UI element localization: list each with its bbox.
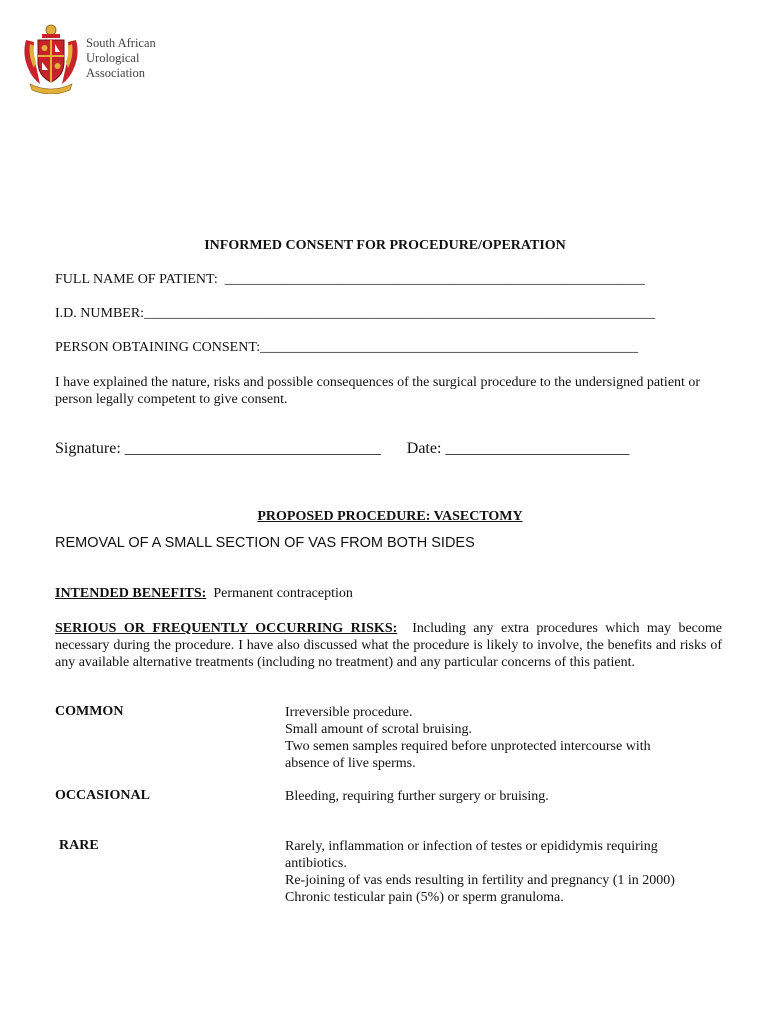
id-number-field[interactable] xyxy=(55,306,655,322)
signature-line[interactable]: ________________________________ xyxy=(124,440,381,457)
patient-name-label: FULL NAME OF PATIENT: xyxy=(55,272,225,287)
id-number-label: I.D. NUMBER: xyxy=(55,306,145,321)
association-name-line1: South African xyxy=(86,36,156,50)
procedure-description: REMOVAL OF A SMALL SECTION OF VAS FROM BOTH SIDES xyxy=(55,535,475,551)
risks-intro: Including any extra procedures which may become necessary during the procedure. I have also discussed what the procedure is likely to involve, the benefits and risks of any available alternative treatments (including no treatment) and any particular concerns of this patient. xyxy=(55,621,722,670)
explanation-paragraph: I have explained the nature, risks and possible consequences of the surgical procedure to the undersigned patient or person legally competent to give consent. xyxy=(55,375,701,407)
intended-benefits xyxy=(55,586,353,602)
procedure-heading: PROPOSED PROCEDURE: VASECTOMY xyxy=(257,509,523,524)
rare-risk-item: antibiotics. xyxy=(285,856,347,871)
consenter-field[interactable] xyxy=(55,340,638,356)
rare-risk-item: Rarely, inflammation or infection of testes or epididymis requiring xyxy=(285,839,658,854)
consenter-label: PERSON OBTAINING CONSENT: xyxy=(55,340,261,355)
occasional-risk-item: Bleeding, requiring further surgery or bruising. xyxy=(285,789,549,804)
occasional-risk-label: OCCASIONAL xyxy=(55,788,150,803)
common-risk-item: Small amount of scrotal bruising. xyxy=(285,722,473,737)
occasional-risk-list xyxy=(285,788,730,805)
common-risk-label: COMMON xyxy=(55,704,124,719)
common-risk-item: Irreversible procedure. xyxy=(285,705,413,720)
patient-name-line[interactable]: ____________________________________________________________ xyxy=(224,272,645,287)
risks-label: SERIOUS OR FREQUENTLY OCCURRING RISKS: xyxy=(55,621,398,636)
benefits-text: Permanent contraception xyxy=(213,586,353,601)
benefits-label: INTENDED BENEFITS: xyxy=(55,586,207,601)
signature-label: Signature: xyxy=(55,440,125,457)
risks-paragraph xyxy=(55,620,722,671)
date-line[interactable]: _______________________ xyxy=(445,440,630,457)
association-name-line2: Urological xyxy=(86,51,140,65)
id-number-line[interactable]: _________________________________________________________________________ xyxy=(144,306,656,321)
form-title: INFORMED CONSENT FOR PROCEDURE/OPERATION xyxy=(204,238,566,253)
association-name-line3: Association xyxy=(86,66,146,80)
rare-risk-label: RARE xyxy=(59,838,99,853)
date-label: Date: xyxy=(406,440,446,457)
rare-risk-list xyxy=(285,838,730,906)
common-risk-list xyxy=(285,704,730,772)
common-risk-item: absence of live sperms. xyxy=(285,756,416,771)
coat-of-arms-icon xyxy=(22,22,80,94)
rare-risk-item: Re-joining of vas ends resulting in fertility and pregnancy (1 in 2000) xyxy=(285,873,675,888)
rare-risk-item: Chronic testicular pain (5%) or sperm granuloma. xyxy=(285,890,564,905)
consenter-line[interactable]: ______________________________________________________ xyxy=(260,340,639,355)
association-name xyxy=(86,36,156,81)
association-logo xyxy=(22,22,80,94)
patient-name-field[interactable] xyxy=(55,272,645,288)
common-risk-item: Two semen samples required before unprotected intercourse with xyxy=(285,739,651,754)
signature-row xyxy=(55,440,629,458)
